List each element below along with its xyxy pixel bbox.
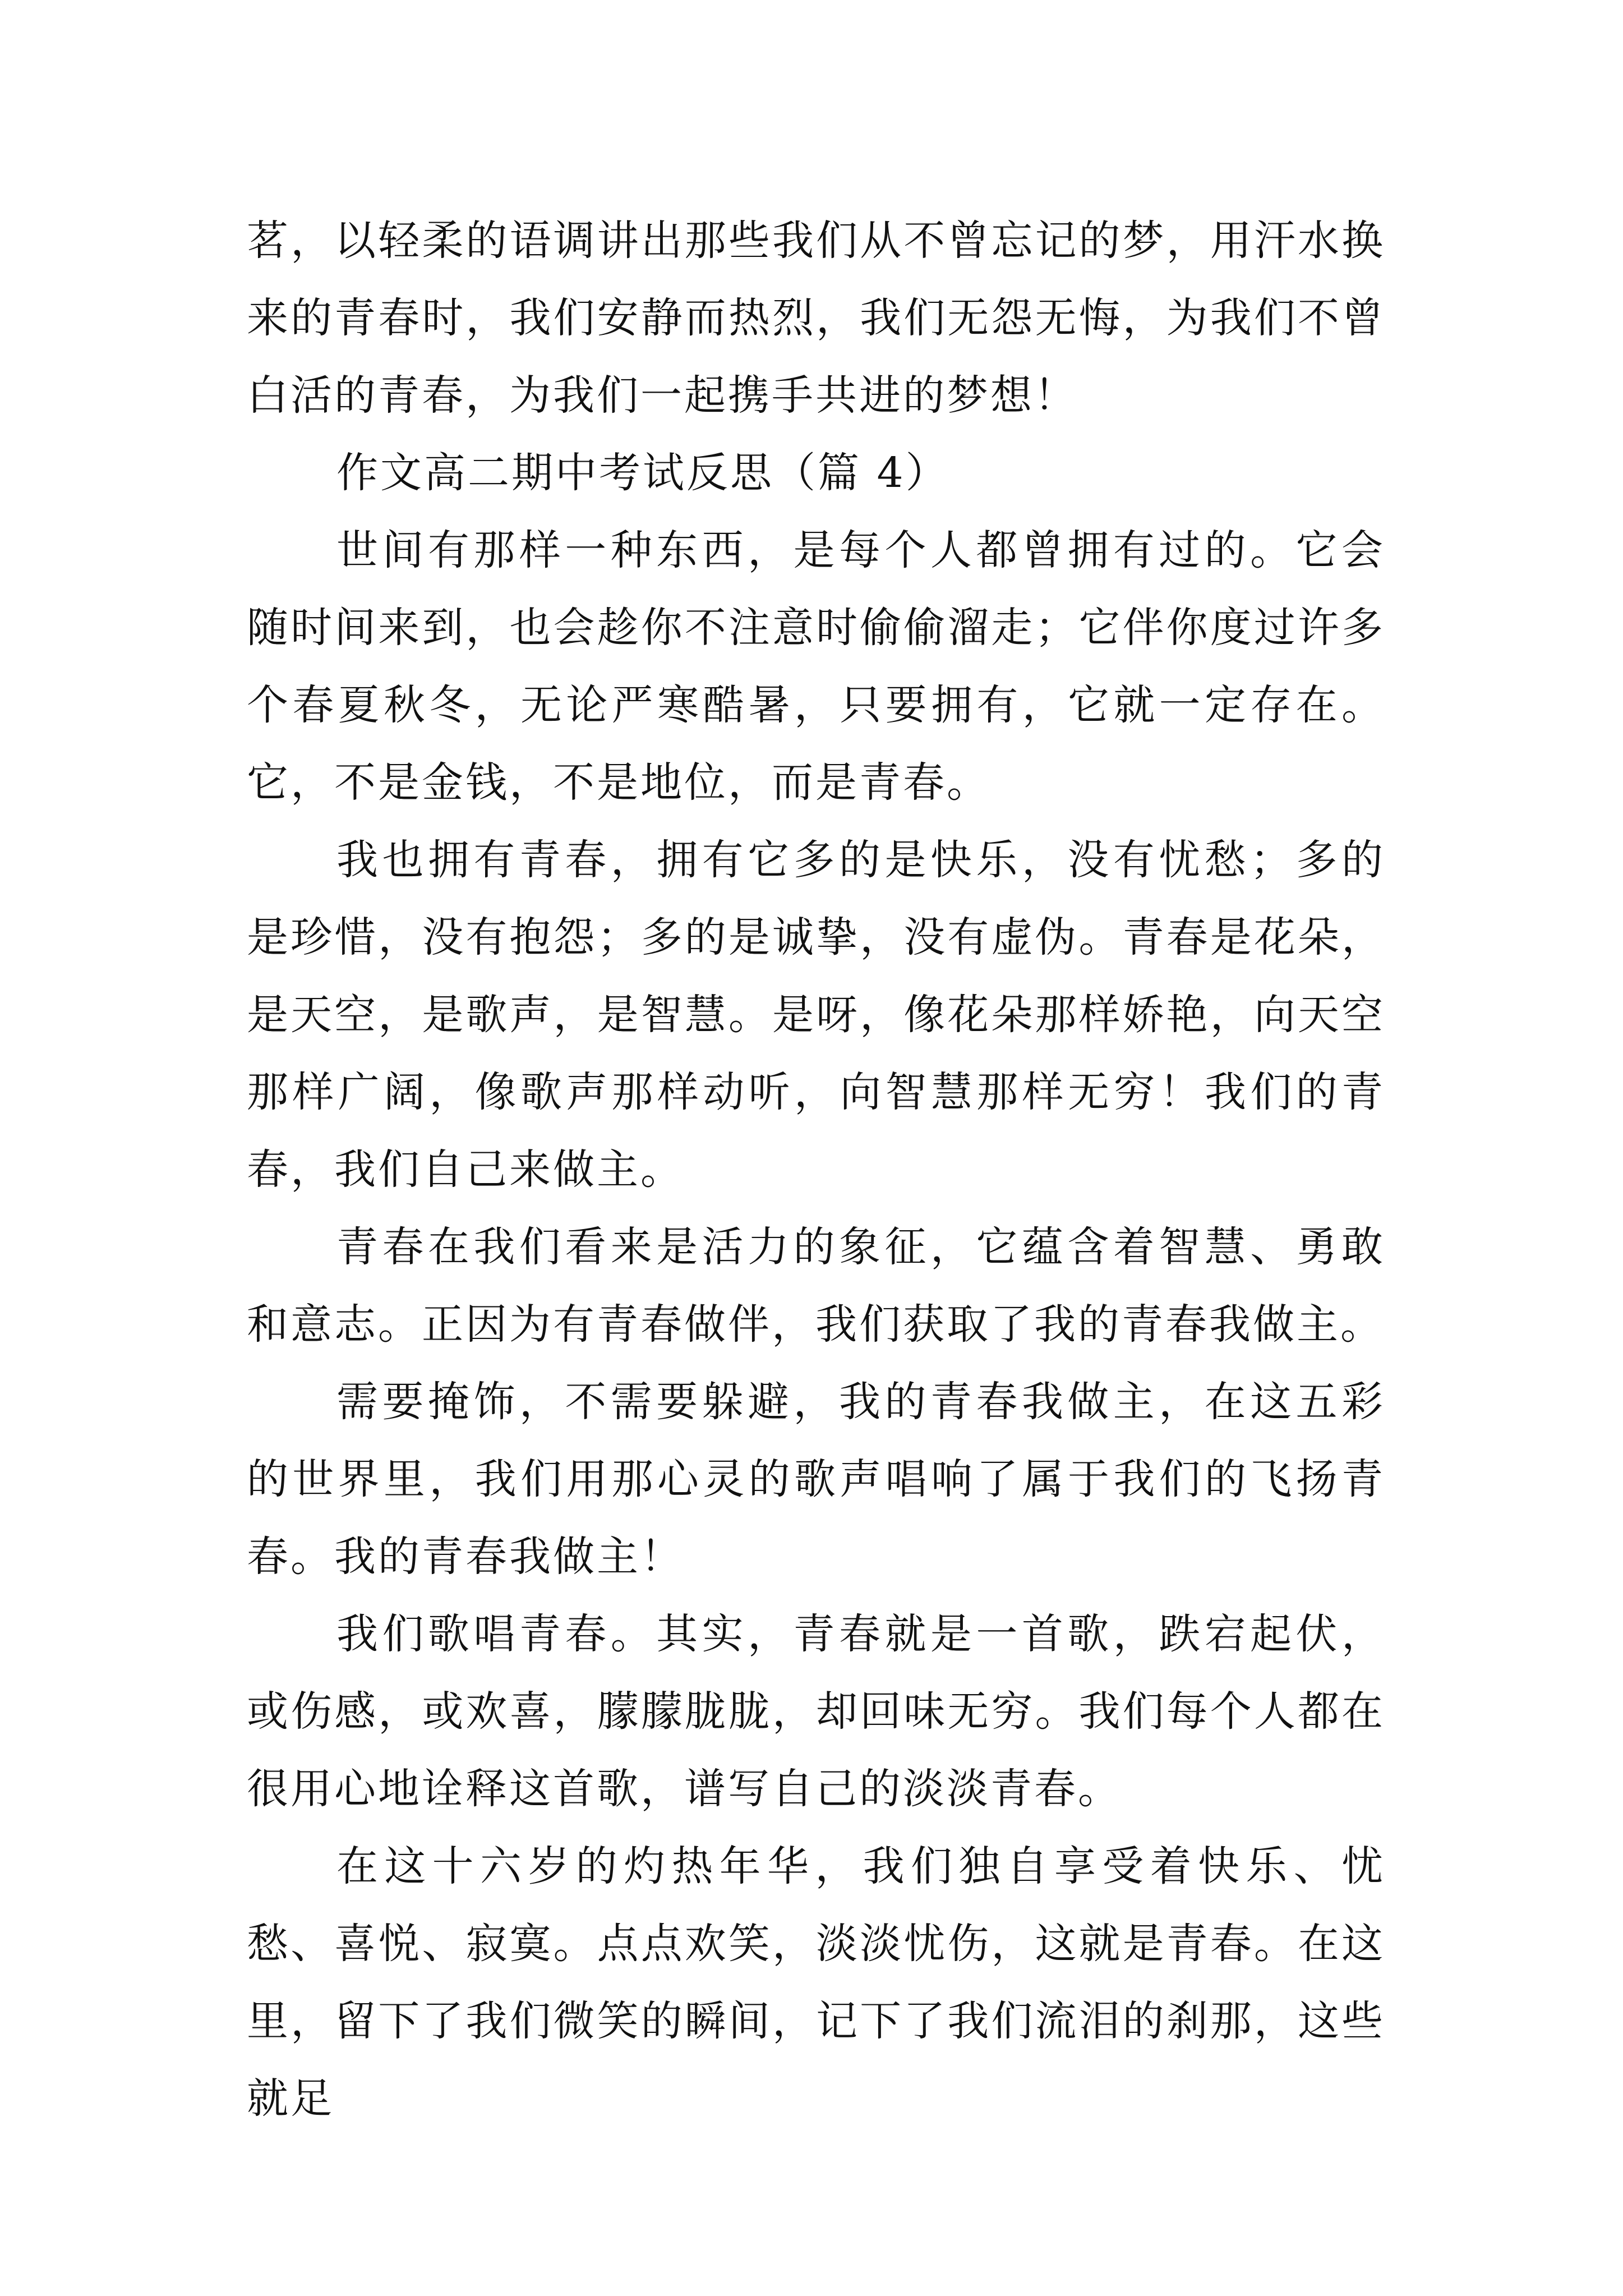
paragraph: 青春在我们看来是活力的象征，它蕴含着智慧、勇敢和意志。正因为有青春做伴，我们获取了我的青春我做主。 xyxy=(247,1223,1385,1349)
paragraph-continued: 茗，以轻柔的语调讲出那些我们从不曾忘记的梦，用汗水换来的青春时，我们安静而热烈，我们无怨无悔，为我们不曾白活的青春，为我们一起携手共进的梦想！ xyxy=(247,217,1385,420)
paragraph: 我们歌唱青春。其实，青春就是一首歌，跌宕起伏，或伤感，或欢喜，朦朦胧胧，却回味无穷。我们每个人都在很用心地诠释这首歌，谱写自己的淡淡青春。 xyxy=(247,1610,1385,1813)
section-heading: 作文高二期中考试反思（篇 4） xyxy=(336,449,949,497)
paragraph: 需要掩饰，不需要躲避，我的青春我做主，在这五彩的世界里，我们用那心灵的歌声唱响了属于我们的飞扬青春。我的青春我做主！ xyxy=(247,1378,1385,1581)
paragraph: 我也拥有青春，拥有它多的是快乐，没有忧愁；多的是珍惜，没有抱怨；多的是诚挚，没有虚伪。青春是花朵，是天空，是歌声，是智慧。是呀，像花朵那样娇艳，向天空那样广阔，像歌声那样动听，向智慧那样无穷！我们的青春，我们自己来做主。 xyxy=(247,836,1385,1194)
document-body xyxy=(247,202,1385,2137)
paragraph: 世间有那样一种东西，是每个人都曾拥有过的。它会随时间来到，也会趁你不注意时偷偷溜走；它伴你度过许多个春夏秋冬，无论严寒酷暑，只要拥有，它就一定存在。它，不是金钱，不是地位，而是青春。 xyxy=(247,526,1385,807)
paragraph: 在这十六岁的灼热年华，我们独自享受着快乐、忧愁、喜悦、寂寞。点点欢笑，淡淡忧伤，这就是青春。在这里，留下了我们微笑的瞬间，记下了我们流泪的刹那，这些就足 xyxy=(247,1842,1385,2123)
